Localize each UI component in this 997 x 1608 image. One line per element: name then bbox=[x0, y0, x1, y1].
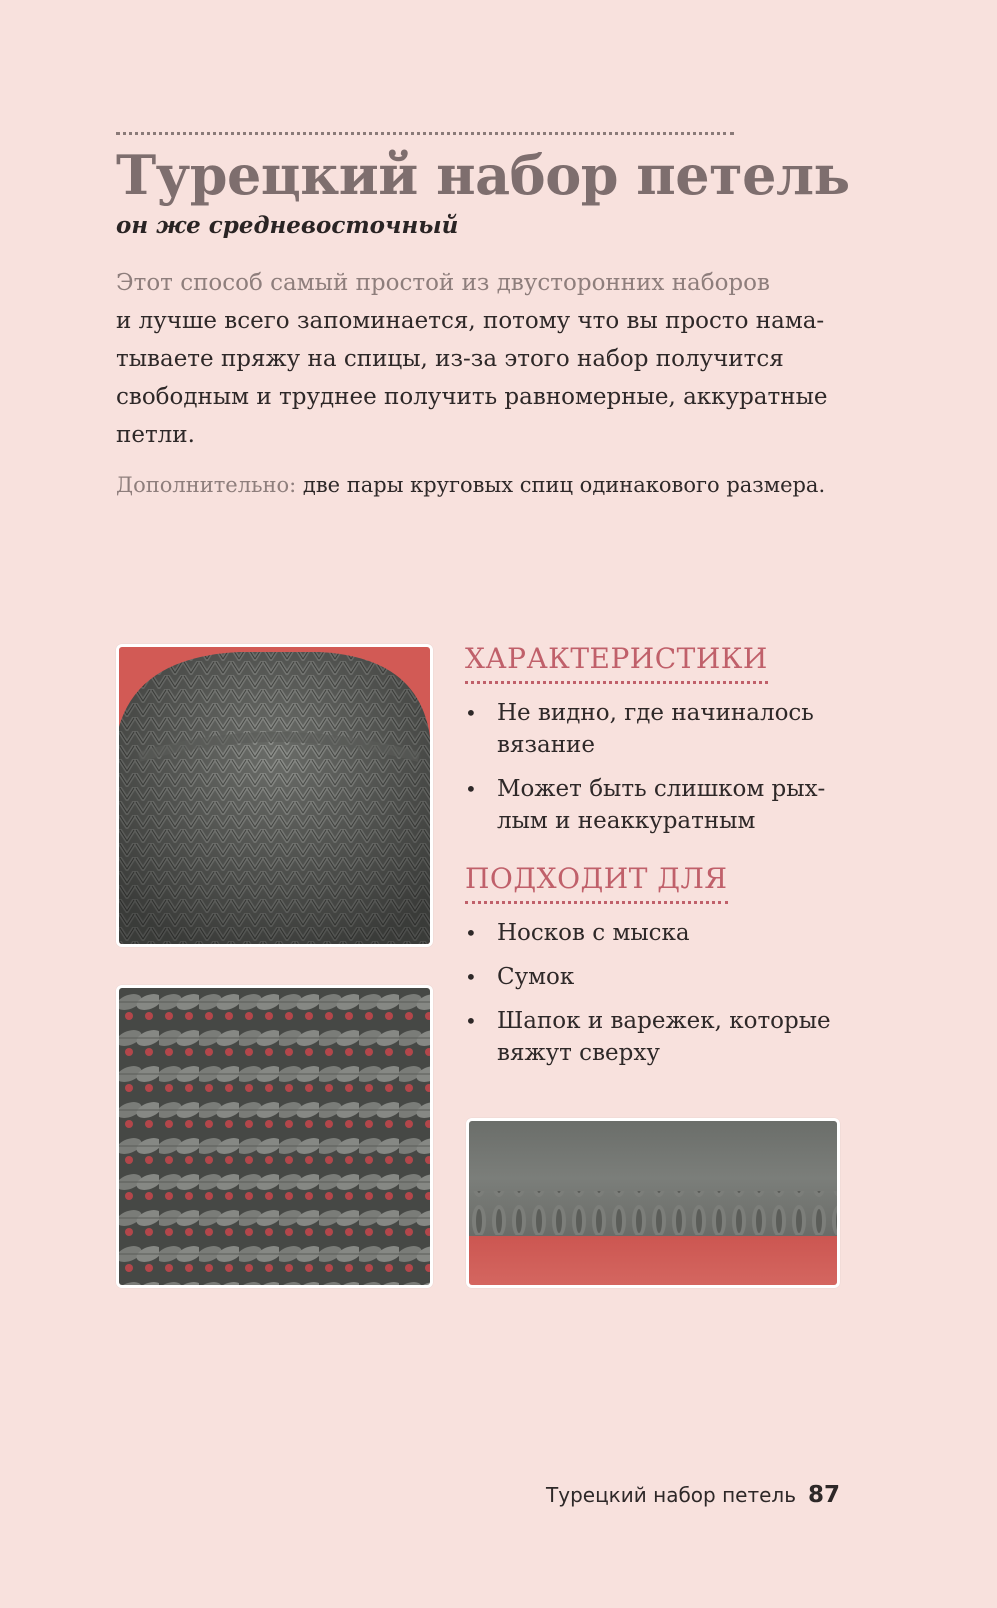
list-item: • Носков с мыска bbox=[465, 917, 835, 949]
suitable-for-heading: ПОДХОДИТ ДЛЯ bbox=[465, 862, 728, 904]
characteristics-heading: ХАРАКТЕРИСТИКИ bbox=[465, 642, 768, 684]
list-item: • Не видно, где начиналось вязание bbox=[465, 697, 835, 761]
list-item: • Может быть слишком рых-лым и неаккуратным bbox=[465, 773, 835, 837]
list-item: • Шапок и варежек, которые вяжут сверху bbox=[465, 1005, 835, 1069]
suitable-for-list bbox=[465, 917, 835, 1081]
intro-line: и лучше всего запоминается, потому что вы просто нама- bbox=[116, 308, 825, 334]
extra-text: две пары круговых спиц одинакового размера. bbox=[296, 473, 826, 497]
extra-label: Дополнительно: bbox=[116, 473, 297, 497]
knitted-toe-photo bbox=[116, 644, 433, 947]
title-dotted-rule bbox=[116, 132, 734, 135]
edge-side-view-photo bbox=[466, 1118, 840, 1288]
page-footer bbox=[546, 1482, 840, 1508]
intro-lead: Этот способ самый простой из двусторонних наборов bbox=[116, 270, 770, 296]
cast-on-closeup-photo bbox=[116, 985, 433, 1288]
intro-line: свободным и труднее получить равномерные, аккуратные bbox=[116, 384, 828, 410]
characteristics-list bbox=[465, 697, 835, 849]
intro-line: петли. bbox=[116, 422, 195, 448]
intro-paragraph bbox=[116, 264, 836, 454]
running-title: Турецкий набор петель bbox=[546, 1483, 796, 1507]
extra-materials bbox=[116, 470, 825, 500]
page-title: Турецкий набор петель bbox=[116, 143, 850, 207]
list-item: • Сумок bbox=[465, 961, 835, 993]
page-number: 87 bbox=[807, 1482, 840, 1508]
page-subtitle: он же средневосточный bbox=[116, 212, 459, 239]
intro-line: тываете пряжу на спицы, из-за этого набор получится bbox=[116, 346, 784, 372]
